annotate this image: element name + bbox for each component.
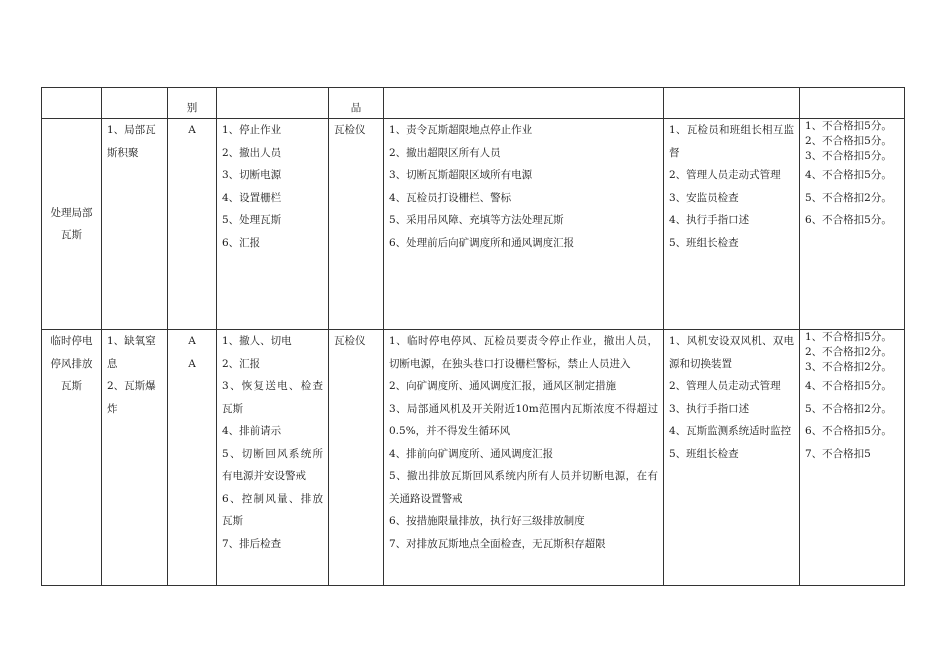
- hazard-cell: [102, 330, 168, 586]
- procedure-item: 1、责令瓦斯超限地点停止作业: [389, 124, 533, 136]
- deduction-item: 6、不合格扣5分。: [805, 214, 892, 226]
- header-cell: [217, 88, 329, 119]
- hazard-item: 1、缺氧窒息: [107, 335, 156, 370]
- procedure-item: 4、瓦检员打设栅栏、警标: [389, 191, 512, 204]
- deduction-item: 6、不合格扣5分。: [805, 425, 892, 437]
- procedure-item: 4、排前向矿调度所、通风调度汇报: [389, 447, 554, 460]
- supervision-item: 2、管理人员走动式管理: [669, 169, 781, 181]
- measure-item: 4、排前请示: [222, 425, 282, 437]
- deduction-item: 2、不合格扣5分。: [805, 135, 892, 147]
- deduction-item: 7、不合格扣5: [805, 447, 871, 460]
- deduction-item: 4、不合格扣5分。: [805, 169, 892, 181]
- header-cell: [102, 88, 168, 119]
- deduction-item: 1、不合格扣5分。: [805, 120, 892, 132]
- deduction-item: 1、不合格扣5分。: [805, 331, 892, 343]
- deduction-item: 2、不合格扣2分。: [805, 346, 892, 358]
- deduction-cell: [800, 119, 905, 330]
- header-cell: [664, 88, 800, 119]
- table-row: [42, 330, 905, 586]
- hazard-cell: [102, 119, 168, 330]
- procedure-item: 6、处理前后向矿调度所和通风调度汇报: [389, 236, 575, 249]
- measure-item: 2、撤出人员: [222, 146, 282, 159]
- procedure-item: 6、按措施限量排放，执行好三级排放制度: [389, 515, 585, 527]
- equipment-cell: 瓦检仪: [329, 119, 384, 330]
- measure-item: 5、切断回风系统所有电源并安设警戒: [222, 447, 323, 482]
- equipment-cell: 瓦检仪: [329, 330, 384, 586]
- deduction-item: 3、不合格扣5分。: [805, 150, 892, 162]
- grade-cell: [168, 330, 217, 586]
- header-row: [42, 88, 905, 119]
- header-cell: [384, 88, 664, 119]
- procedure-item: 1、临时停电停风、瓦检员要责令停止作业，撤出人员，切断电源，在独头巷口打设栅栏警标，禁止人员进入: [389, 335, 658, 370]
- deduction-item: 4、不合格扣5分。: [805, 380, 892, 392]
- category-cell: 处理局部瓦斯: [42, 119, 102, 330]
- header-cell-equipment: 品: [329, 88, 384, 119]
- deduction-item: 5、不合格扣2分。: [805, 402, 892, 415]
- grade-item: A: [188, 335, 196, 347]
- procedure-item: 5、撤出排放瓦斯回风系统内所有人员并切断电源，在有关通路设置警戒: [389, 470, 658, 505]
- measure-item: 1、停止作业: [222, 124, 282, 136]
- supervision-item: 3、执行手指口述: [669, 402, 750, 415]
- measures-cell: [217, 119, 329, 330]
- measure-item: 7、排后检查: [222, 537, 282, 550]
- procedure-cell: [384, 119, 664, 330]
- category-cell: 临时停电停风排放瓦斯: [42, 330, 102, 586]
- measure-item: 4、设置栅栏: [222, 191, 282, 204]
- deduction-item: 5、不合格扣2分。: [805, 191, 892, 204]
- procedure-table: [41, 87, 905, 586]
- header-cell: [42, 88, 102, 119]
- measure-item: 1、撤人、切电: [222, 335, 292, 347]
- supervision-item: 5、班组长检查: [669, 236, 739, 249]
- procedure-item: 5、采用吊风障、充填等方法处理瓦斯: [389, 214, 564, 226]
- supervision-item: 1、风机安设双风机、双电源和切换装置: [669, 335, 794, 370]
- procedure-item: 2、向矿调度所、通风调度汇报，通风区制定措施: [389, 380, 617, 392]
- measure-item: 6、汇报: [222, 236, 261, 249]
- deduction-cell: [800, 330, 905, 586]
- measure-item: 6、控制风量、排放瓦斯: [222, 492, 323, 527]
- procedure-cell: [384, 330, 664, 586]
- supervision-cell: [664, 119, 800, 330]
- measure-item: 2、汇报: [222, 357, 261, 370]
- procedure-item: 3、切断瓦斯超限区域所有电源: [389, 169, 533, 181]
- measure-item: 3、切断电源: [222, 169, 282, 181]
- supervision-item: 4、瓦斯监测系统适时监控: [669, 425, 792, 437]
- supervision-item: 3、安监员检查: [669, 191, 739, 204]
- measure-item: 3、恢复送电、检查瓦斯: [222, 380, 323, 415]
- supervision-item: 1、瓦检员和班组长相互监督: [669, 124, 794, 159]
- grade-cell: [168, 119, 217, 330]
- supervision-cell: [664, 330, 800, 586]
- supervision-item: 2、管理人员走动式管理: [669, 380, 781, 392]
- header-cell-grade: 别: [168, 88, 217, 119]
- grade-item: A: [188, 124, 196, 136]
- grade-item: A: [188, 357, 196, 370]
- header-cell: [800, 88, 905, 119]
- procedure-item: 3、局部通风机及开关附近10m范围内瓦斯浓度不得超过0.5%，并不得发生循环风: [389, 402, 658, 437]
- procedure-item: 7、对排放瓦斯地点全面检查，无瓦斯积存超限: [389, 537, 606, 550]
- table-row: [42, 119, 905, 330]
- deduction-item: 3、不合格扣2分。: [805, 361, 892, 373]
- hazard-item: 2、瓦斯爆炸: [107, 380, 156, 415]
- measure-item: 5、处理瓦斯: [222, 214, 282, 226]
- supervision-item: 5、班组长检查: [669, 447, 739, 460]
- procedure-item: 2、撤出超限区所有人员: [389, 146, 501, 159]
- measures-cell: [217, 330, 329, 586]
- hazard-item: 1、局部瓦斯积聚: [107, 124, 156, 159]
- supervision-item: 4、执行手指口述: [669, 214, 750, 226]
